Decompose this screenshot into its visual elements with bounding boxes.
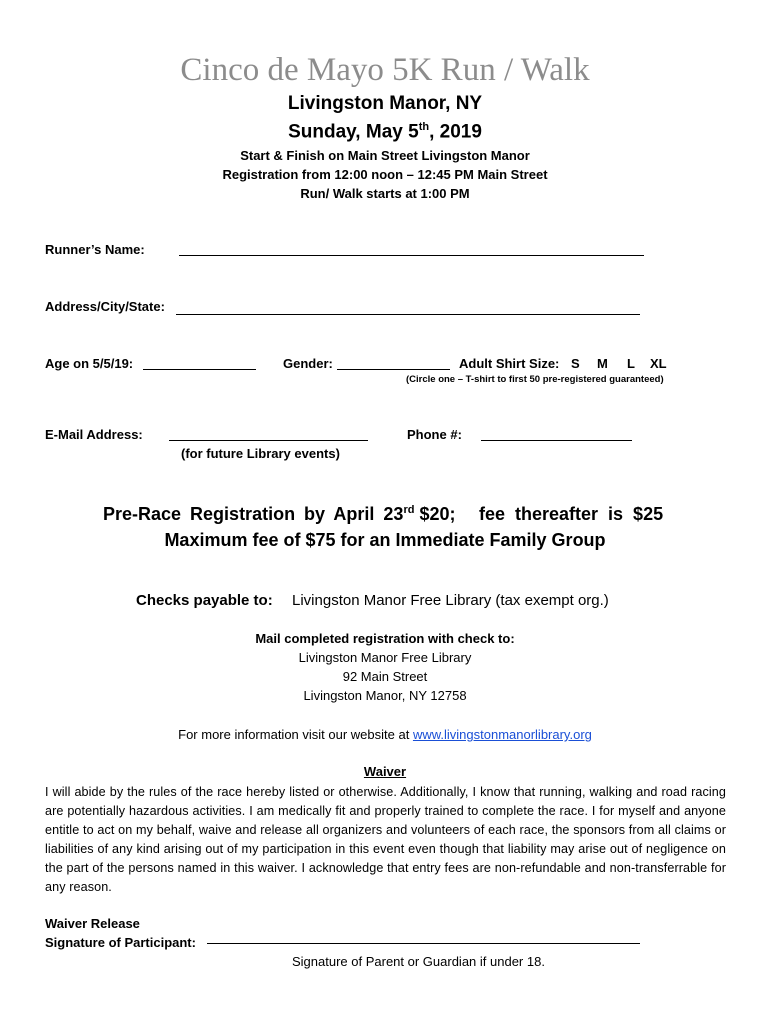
pre-race-price: $20; bbox=[419, 504, 456, 524]
start-finish-text: Start & Finish on Main Street Livingston Manor bbox=[240, 148, 530, 163]
age-label: Age on 5/5/19: bbox=[45, 356, 134, 371]
guardian-note: Signature of Parent or Guardian if under 18. bbox=[292, 954, 545, 969]
phone-label: Phone #: bbox=[407, 427, 462, 442]
info-text: For more information visit our website at bbox=[178, 727, 413, 742]
fee-thereafter: fee thereafter is $25 bbox=[479, 504, 664, 524]
phone-field[interactable] bbox=[481, 440, 632, 441]
email-field[interactable] bbox=[169, 440, 368, 441]
checks-payable-label: Checks payable to: bbox=[136, 592, 273, 609]
event-date-suffix: , 2019 bbox=[429, 121, 482, 143]
shirt-size-label: Adult Shirt Size: bbox=[459, 356, 560, 371]
age-field[interactable] bbox=[143, 369, 256, 370]
address-field[interactable] bbox=[176, 314, 640, 315]
waiver-release-label: Waiver Release bbox=[45, 916, 140, 931]
address-label: Address/City/State: bbox=[45, 299, 165, 314]
email-label: E-Mail Address: bbox=[45, 427, 143, 442]
event-date-prefix: Sunday, May 5 bbox=[288, 121, 419, 143]
run-start-text: Run/ Walk starts at 1:00 PM bbox=[300, 186, 470, 201]
runner-name-field[interactable] bbox=[179, 255, 644, 256]
waiver-text: I will abide by the rules of the race hereby listed or otherwise. Additionally, I know that running, walking and road racing are potentially hazardous activities. I am medically fit and properly trained to complete the race. I for myself and anyone entitle to act on my behalf, waive and release all organizers and volunteers of each race, the sponsors from all claims or liabilities of any kind arising out of my participation in this event even though that liability may arise out of negligence on the part of the persons named in this waiver. I acknowledge that entry fees are non-refundable and non-transferrable for any reason. bbox=[45, 785, 726, 894]
pre-race-sup: rd bbox=[403, 504, 415, 516]
waiver-heading: Waiver bbox=[363, 764, 407, 779]
website-link[interactable]: www.livingstonmanorlibrary.org bbox=[412, 727, 592, 742]
gender-label: Gender: bbox=[283, 356, 333, 371]
mail-address-line-2: 92 Main Street bbox=[342, 669, 428, 684]
registration-time-text: Registration from 12:00 noon – 12:45 PM Main Street bbox=[222, 167, 548, 182]
mail-heading: Mail completed registration with check to: bbox=[255, 631, 515, 646]
email-note: (for future Library events) bbox=[181, 446, 340, 461]
shirt-size-s[interactable]: S bbox=[571, 356, 580, 371]
shirt-size-l[interactable]: L bbox=[627, 356, 635, 371]
event-location: Livingston Manor, NY bbox=[287, 93, 483, 114]
mail-address-line-3: Livingston Manor, NY 12758 bbox=[303, 688, 467, 703]
event-date-sup: th bbox=[418, 121, 430, 133]
signature-field[interactable] bbox=[207, 943, 640, 944]
info-line bbox=[0, 727, 770, 742]
shirt-note: (Circle one – T-shirt to first 50 pre-registered guaranteed) bbox=[406, 374, 664, 385]
runner-name-label: Runner’s Name: bbox=[45, 242, 145, 257]
shirt-size-xl[interactable]: XL bbox=[650, 356, 667, 371]
pre-race-prefix: Pre-Race Registration by April 23 bbox=[103, 504, 404, 524]
event-date bbox=[0, 121, 770, 143]
pre-race-fee bbox=[103, 504, 455, 525]
payee-name: Livingston Manor Free Library (tax exempt org.) bbox=[292, 592, 609, 609]
mail-address-line-1: Livingston Manor Free Library bbox=[298, 650, 472, 665]
page-title: Cinco de Mayo 5K Run / Walk bbox=[180, 52, 590, 88]
family-fee: Maximum fee of $75 for an Immediate Family Group bbox=[164, 530, 606, 550]
gender-field[interactable] bbox=[337, 369, 450, 370]
shirt-size-m[interactable]: M bbox=[597, 356, 608, 371]
signature-label: Signature of Participant: bbox=[45, 935, 196, 950]
